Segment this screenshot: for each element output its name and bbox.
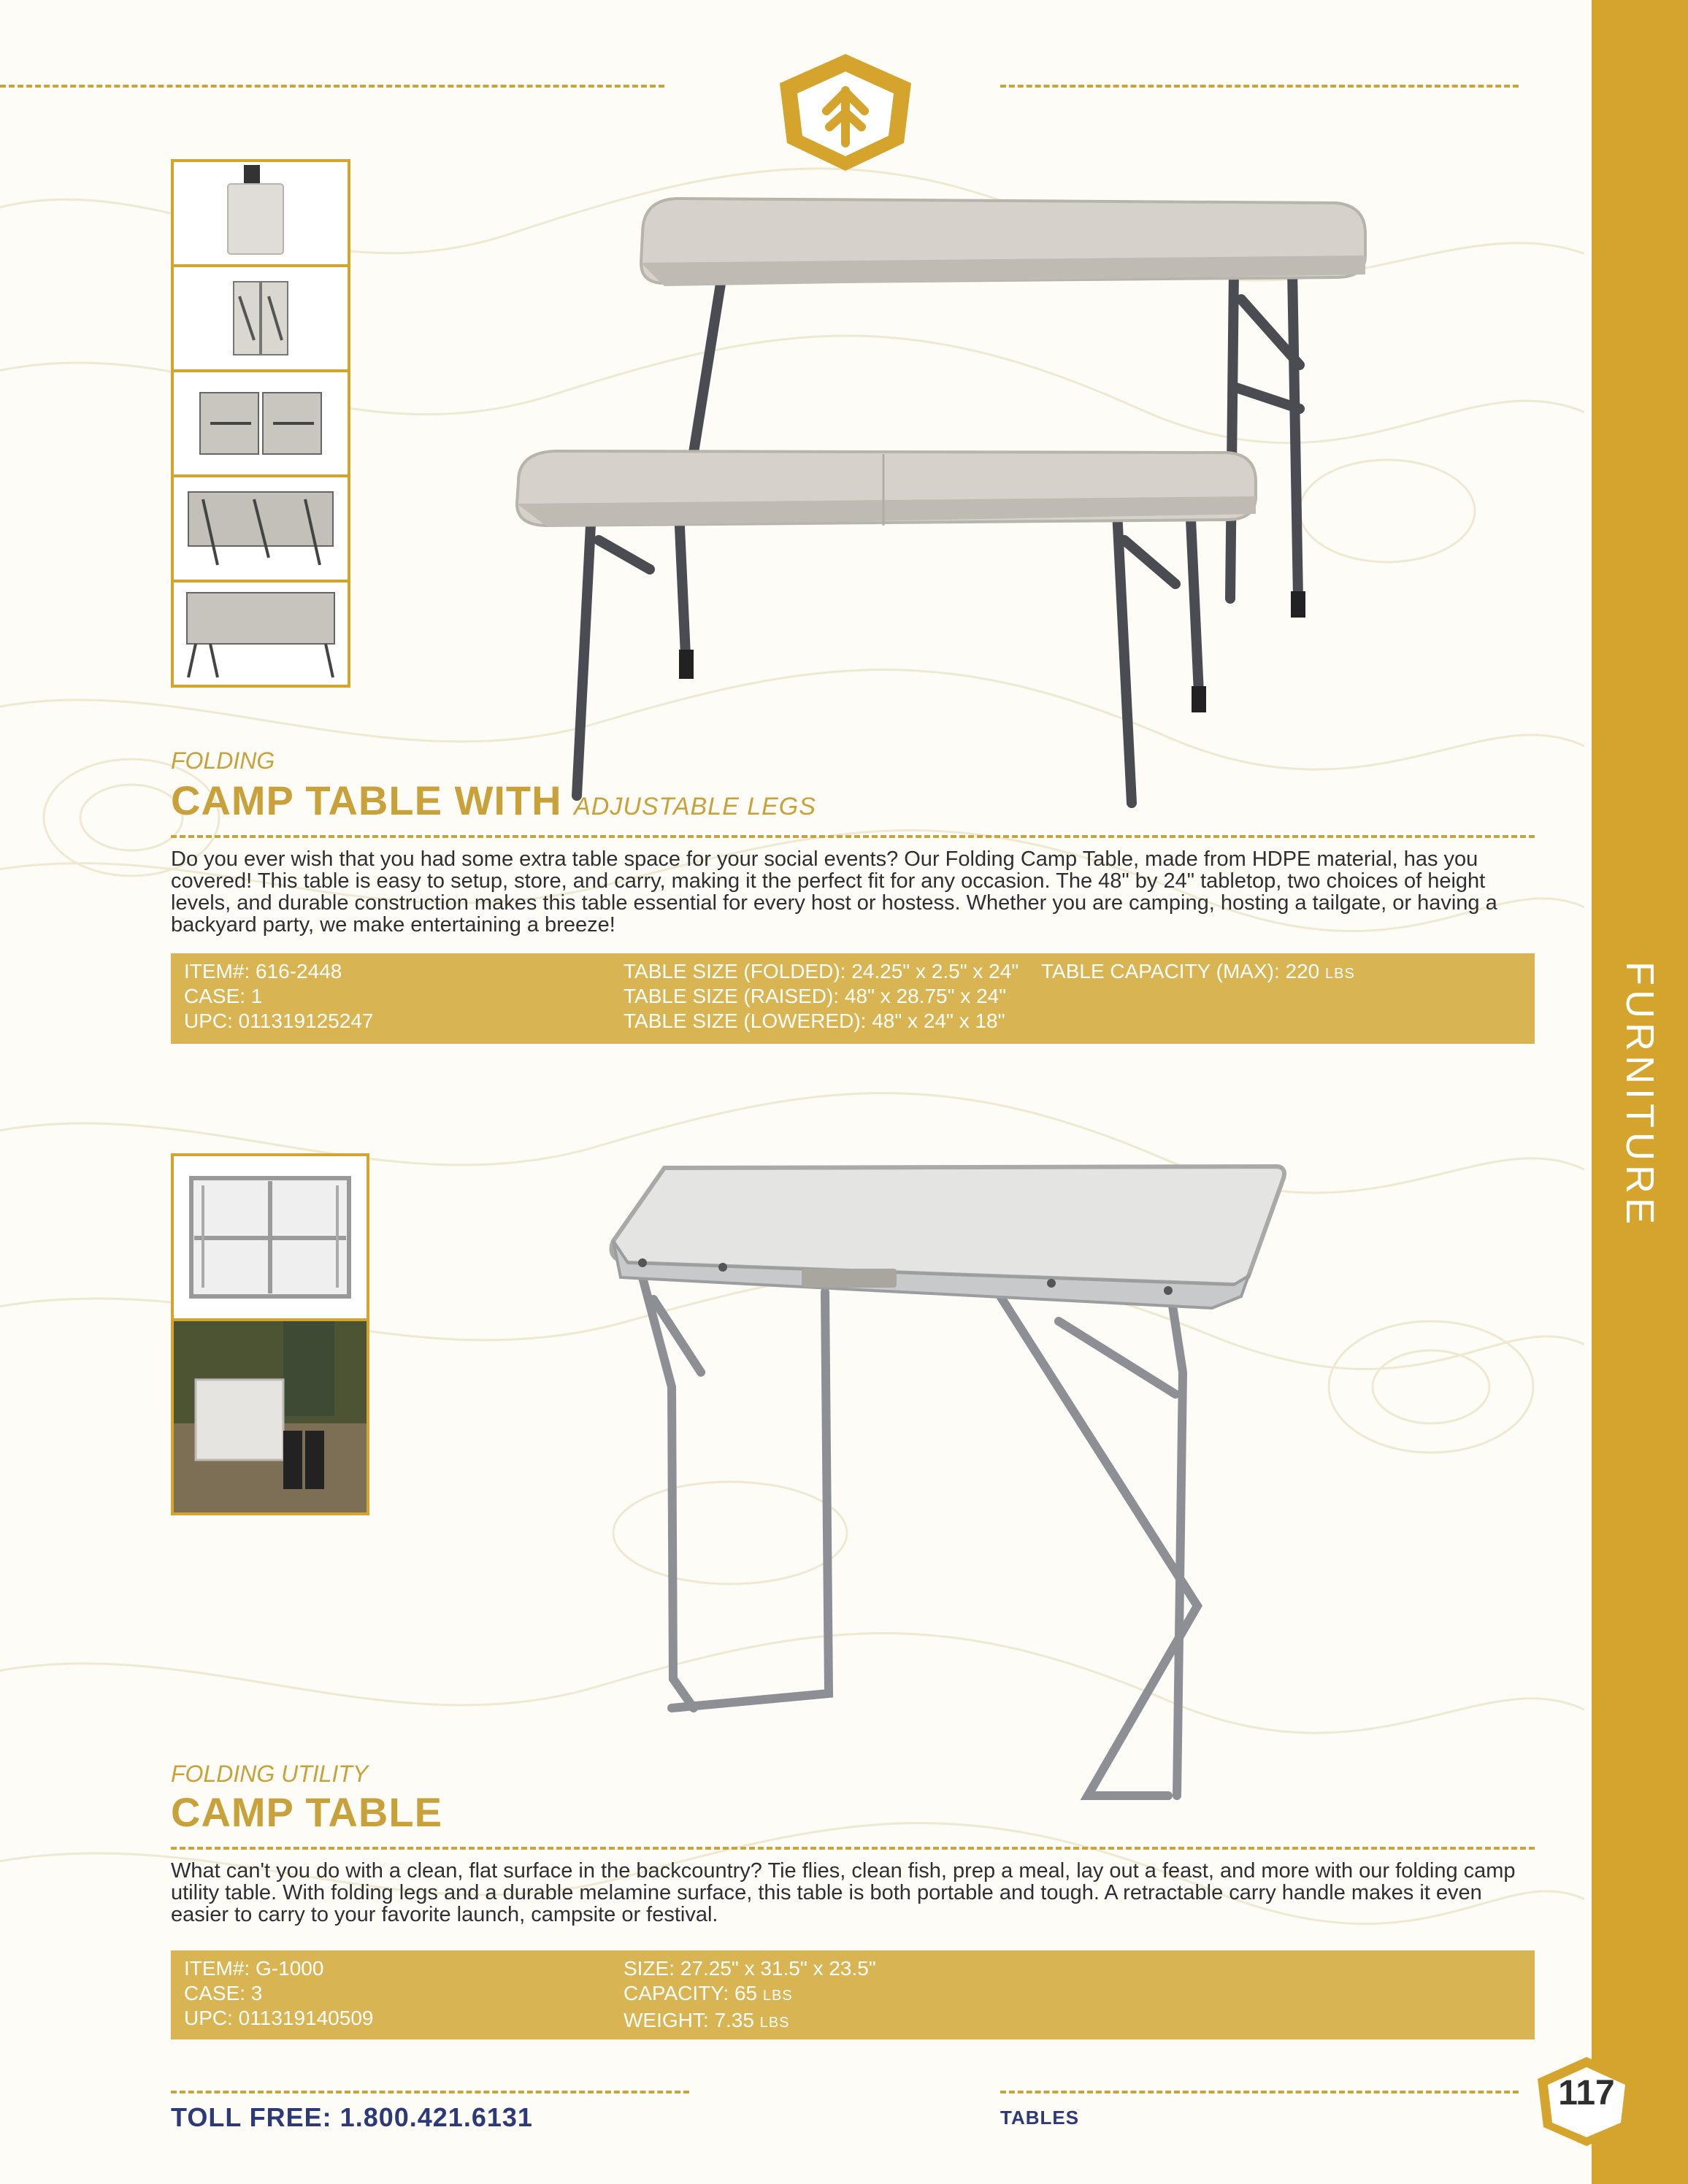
- product-2-description: What can't you do with a clean, flat surface in the backcountry? Tie flies, clean fish, prep a meal, lay out a feast, and more with our folding camp utility table. With folding legs and a durable melamine surface, this table is both portable and tough. A retractable carry handle makes it even easier to carry to your favorite launch, campsite or festival.: [171, 1859, 1516, 1926]
- product-2-case: CASE: 3: [184, 1982, 263, 2004]
- product-1-divider: [171, 835, 1535, 838]
- product-1-size-lowered: TABLE SIZE (LOWERED): 48" x 24" x 18": [624, 1010, 1005, 1032]
- product-2-title-main: CAMP TABLE: [171, 1789, 442, 1835]
- thumbnail-folded-open[interactable]: [171, 264, 350, 372]
- product-2-spec-bar: [171, 1950, 1535, 2039]
- product-2-title: [171, 1788, 442, 1836]
- toll-free-number: TOLL FREE: 1.800.421.6131: [171, 2102, 533, 2132]
- product-1-item-number: ITEM#: 616-2448: [184, 960, 342, 983]
- page-number: 117: [1558, 2074, 1615, 2112]
- thumbnail-carried-folded[interactable]: [171, 159, 350, 267]
- header-divider-right: [1000, 85, 1519, 88]
- thumbnail-person-carrying-table[interactable]: [171, 1318, 369, 1515]
- product-1-size-raised: TABLE SIZE (RAISED): 48" x 28.75" x 24": [624, 985, 1007, 1007]
- product-1-capacity-unit: LBS: [1325, 966, 1355, 982]
- product-1-upc: UPC: 011319125247: [184, 1010, 374, 1032]
- product-1-description: Do you ever wish that you had some extra table space for your social events? Our Folding Camp Table, made from HDPE material, has you covered! This table is easy to setup, store, and carry, making it the perfect fit for any occasion. The 48" by 24" tabletop, two choices of height levels, and durable construction makes this table essential for every host or hostess. Whether you are camping, hosting a tailgate, or having a backyard party, we make entertaining a breeze!: [171, 847, 1497, 937]
- product-1-title-sub: ADJUSTABLE LEGS: [574, 793, 816, 820]
- product-2-weight: [624, 2008, 876, 2035]
- product-2-weight-unit: LBS: [759, 2015, 790, 2031]
- product-2-capacity-unit: LBS: [762, 1988, 793, 2004]
- thumbnail-underside-legs[interactable]: [171, 474, 350, 582]
- product-1-eyebrow: FOLDING: [171, 747, 275, 774]
- product-1-case: CASE: 1: [184, 985, 263, 1007]
- footer-section-name: TABLES: [1000, 2107, 1080, 2129]
- brand-logo-icon: [768, 50, 923, 174]
- thumbnail-upside-down[interactable]: [171, 580, 350, 688]
- product-1-capacity: [1041, 959, 1355, 986]
- product-1-size-folded: TABLE SIZE (FOLDED): 24.25" x 2.5" x 24": [624, 960, 1019, 983]
- product-2-divider: [171, 1847, 1535, 1850]
- product-2-weight-value: WEIGHT: 7.35: [624, 2009, 754, 2031]
- thumbnail-table-underside[interactable]: [171, 1153, 369, 1321]
- thumbnail-underside-folded[interactable]: [171, 369, 350, 477]
- product-2-eyebrow: FOLDING UTILITY: [171, 1761, 369, 1787]
- product-2-size: SIZE: 27.25" x 31.5" x 23.5": [624, 1957, 876, 1980]
- product-1-title-main: CAMP TABLE WITH: [171, 777, 562, 823]
- product-1-capacity-value: TABLE CAPACITY (MAX): 220: [1041, 960, 1320, 983]
- header-divider-left: [0, 85, 664, 88]
- footer-divider-right: [1000, 2091, 1519, 2093]
- product-1-title: [171, 777, 816, 824]
- product-photo-camp-table-adjustable: [504, 190, 1380, 818]
- product-2-capacity: [624, 1981, 876, 2008]
- product-2-upc: UPC: 011319140509: [184, 2007, 374, 2029]
- product-2-capacity-value: CAPACITY: 65: [624, 1982, 758, 2004]
- sidebar-section-label: FURNITURE: [1618, 961, 1662, 1228]
- product-1-spec-bar: [171, 953, 1535, 1044]
- product-photo-utility-camp-table: [584, 1153, 1300, 1810]
- product-2-item-number: ITEM#: G-1000: [184, 1957, 324, 1980]
- footer-divider-left: [171, 2091, 689, 2093]
